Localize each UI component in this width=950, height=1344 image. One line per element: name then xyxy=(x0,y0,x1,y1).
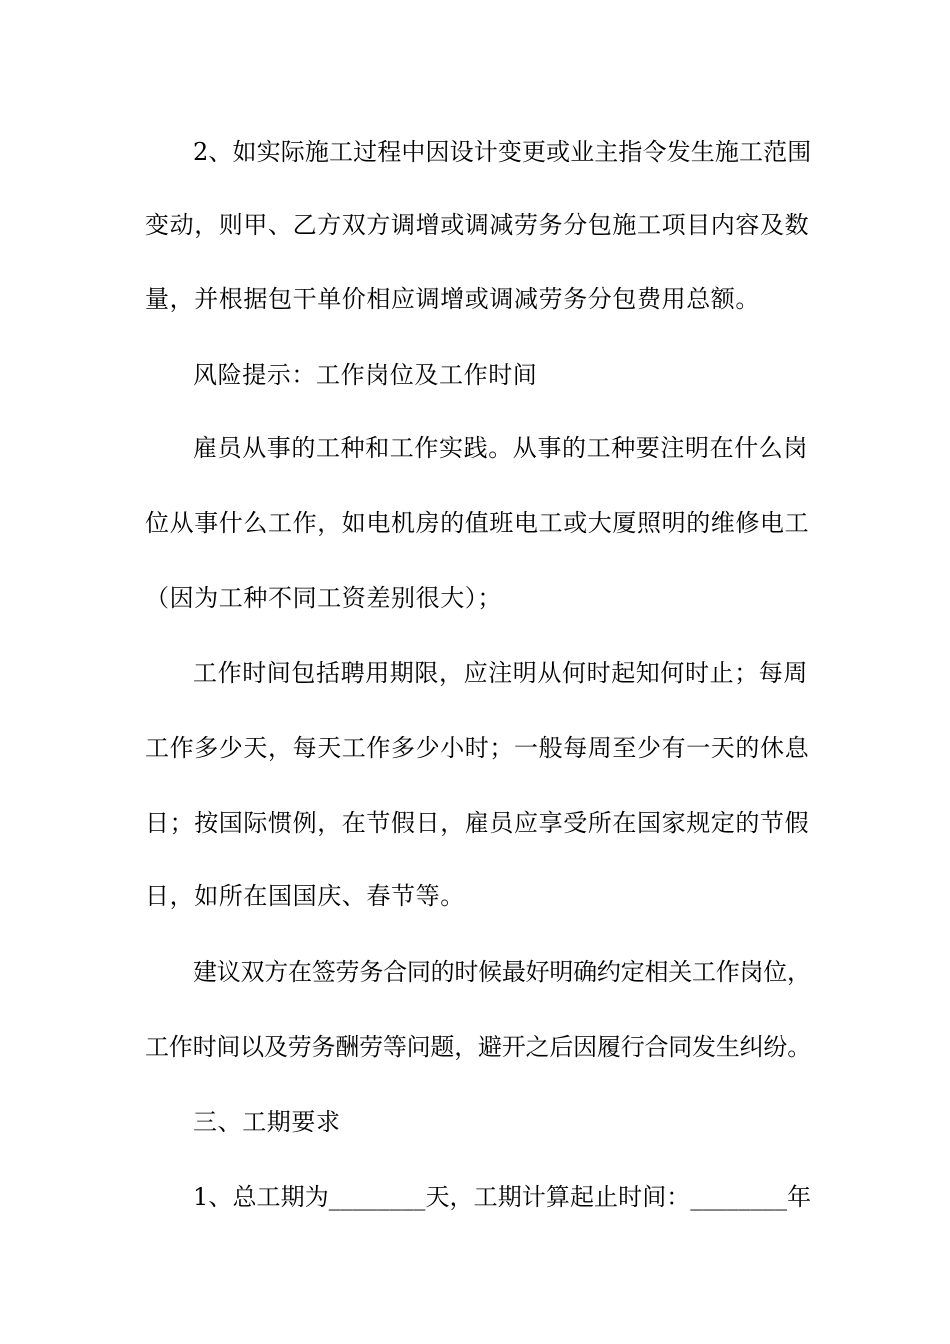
section-heading: 风险提示：工作岗位及工作时间 xyxy=(193,361,538,389)
paragraph-line: 变动，则甲、乙方双方调增或调减劳务分包施工项目内容及数 xyxy=(145,211,810,239)
paragraph-line: 工作时间以及劳务酬劳等问题，避开之后因履行合同发生纠纷。 xyxy=(145,1033,811,1061)
paragraph-line: 建议双方在签劳务合同的时候最好明确约定相关工作岗位， xyxy=(193,958,811,986)
paragraph-line: 日；按国际惯例，在节假日，雇员应享受所在国家规定的节假 xyxy=(145,809,810,837)
paragraph-line: （因为工种不同工资差别很大）； xyxy=(145,584,502,612)
paragraph-line: 雇员从事的工种和工作实践。从事的工种要注明在什么岗 xyxy=(193,434,808,462)
paragraph-line: 1、总工期为________天，工期计算起止时间：________年 xyxy=(193,1183,812,1211)
paragraph-line: 位从事什么工作，如电机房的值班电工或大厦照明的维修电工 xyxy=(145,509,810,537)
section-heading: 三、工期要求 xyxy=(193,1108,341,1136)
paragraph-line: 日，如所在国国庆、春节等。 xyxy=(145,882,465,910)
paragraph-line: 量，并根据包干单价相应调增或调减劳务分包费用总额。 xyxy=(145,285,760,313)
paragraph-line: 工作时间包括聘用期限，应注明从何时起知何时止；每周 xyxy=(193,659,808,687)
paragraph-line: 2、如实际施工过程中因设计变更或业主指令发生施工范围 xyxy=(193,138,812,166)
paragraph-line: 工作多少天，每天工作多少小时；一般每周至少有一天的休息 xyxy=(145,734,810,762)
